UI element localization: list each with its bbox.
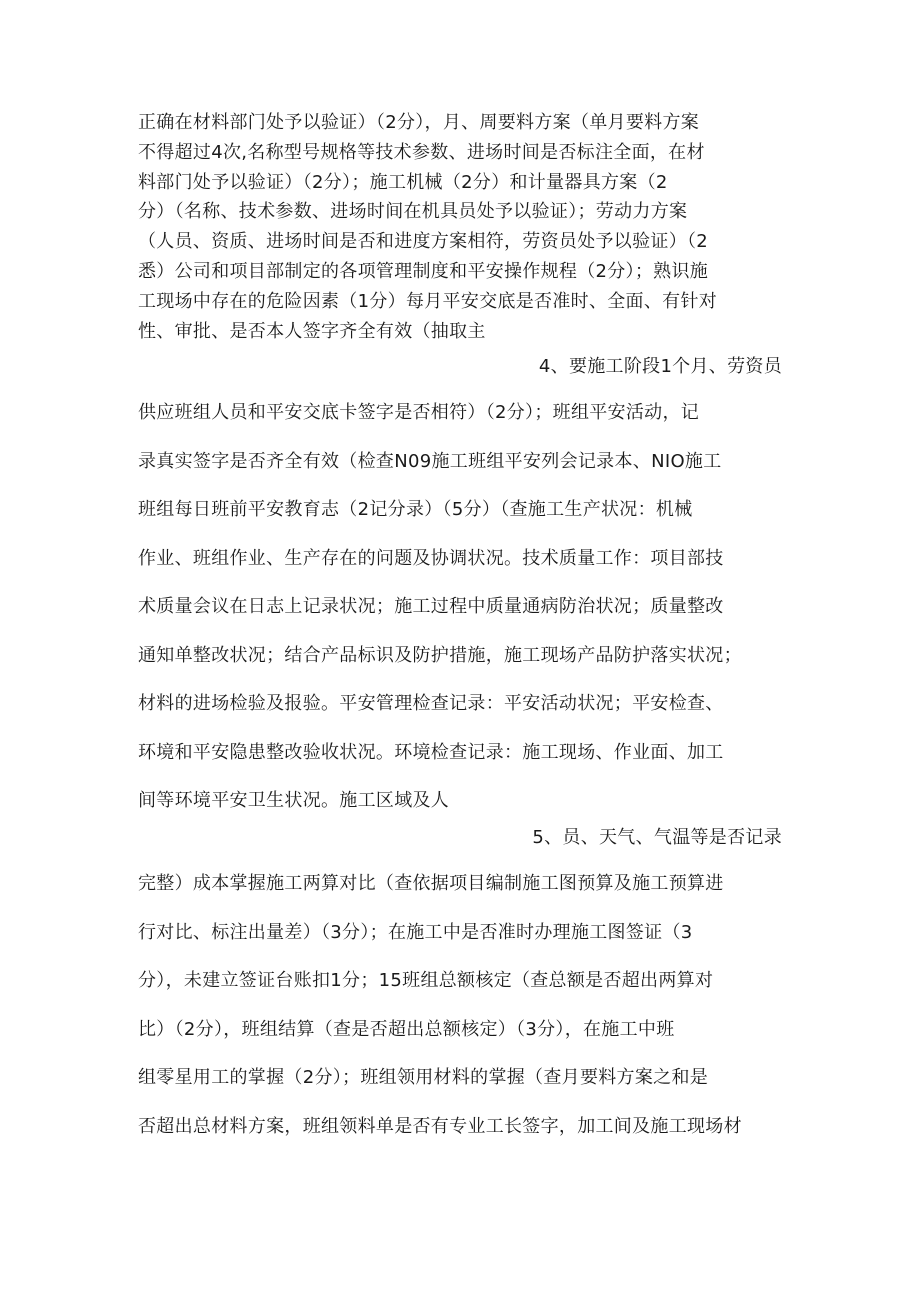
text-line: 组零星用工的掌握（2分）；班组领用材料的掌握（查月要料方案之和是 bbox=[138, 1067, 709, 1088]
text-line: 录真实签字是否齐全有效（检查N09施工班组平安列会记录本、NIO施工 bbox=[138, 450, 722, 472]
text-line: 否超出总材料方案，班组领料单是否有专业工长签字，加工间及施工现场材 bbox=[138, 1115, 742, 1137]
text-line: 性、审批、是否本人签字齐全有效（抽取主 bbox=[138, 320, 486, 342]
section-heading-5: 5、员、天气、气温等是否记录 bbox=[532, 827, 782, 848]
text-line: 完整）成本掌握施工两算对比（查依据项目编制施工图预算及施工预算进 bbox=[138, 873, 724, 894]
text-line: 间等环境平安卫生状况。施工区域及人 bbox=[138, 790, 450, 811]
text-line: 通知单整改状况；结合产品标识及防护措施，施工现场产品防护落实状况； bbox=[138, 644, 742, 666]
text-line: 班组每日班前平安教育志（2记分录）（5分）（查施工生产状况：机械 bbox=[138, 499, 693, 520]
text-line: 环境和平安隐患整改验收状况。环境检查记录：施工现场、作业面、加工 bbox=[138, 741, 724, 763]
text-line: （人员、资质、进场时间是否和进度方案相符，劳资员处予以验证）（2 bbox=[138, 231, 709, 253]
paragraph-1 bbox=[138, 108, 788, 346]
text-line: 工现场中存在的危险因素（1分）每月平安交底是否准时、全面、有针对 bbox=[138, 290, 718, 312]
text-line: 比）（2分），班组结算（查是否超出总额核定）（3分），在施工中班 bbox=[138, 1018, 675, 1040]
text-line: 料部门处予以验证）（2分）；施工机械（2分）和计量器具方案（2 bbox=[138, 171, 668, 193]
text-line: 供应班组人员和平安交底卡签字是否相符）（2分）；班组平安活动，记 bbox=[138, 402, 700, 423]
text-line: 术质量会议在日志上记录状况；施工过程中质量通病防治状况；质量整改 bbox=[138, 596, 724, 617]
text-line: 悉）公司和项目部制定的各项管理制度和平安操作规程（2分）；熟识施 bbox=[138, 260, 709, 282]
text-line: 行对比、标注出量差）（3分）；在施工中是否准时办理施工图签证（3 bbox=[138, 921, 693, 943]
text-line: 不得超过4次,名称型号规格等技术参数、进场时间是否标注全面，在材 bbox=[138, 141, 705, 163]
text-line: 正确在材料部门处予以验证）（2分），月、周要料方案（单月要料方案 bbox=[138, 112, 700, 133]
text-line: 分），未建立签证台账扣1分；15班组总额核定（查总额是否超出两算对 bbox=[138, 970, 714, 991]
text-line: 作业、班组作业、生产存在的问题及协调状况。技术质量工作：项目部技 bbox=[138, 547, 724, 569]
paragraph-2 bbox=[138, 389, 788, 826]
paragraph-3 bbox=[138, 860, 788, 1151]
text-line: 分）（名称、技术参数、进场时间在机具员处予以验证）；劳动力方案 bbox=[138, 201, 688, 223]
text-line: 材料的进场检验及报验。平安管理检查记录：平安活动状况；平安检查、 bbox=[138, 693, 724, 714]
section-heading-4: 4、要施工阶段1个月、劳资员 bbox=[538, 356, 782, 377]
